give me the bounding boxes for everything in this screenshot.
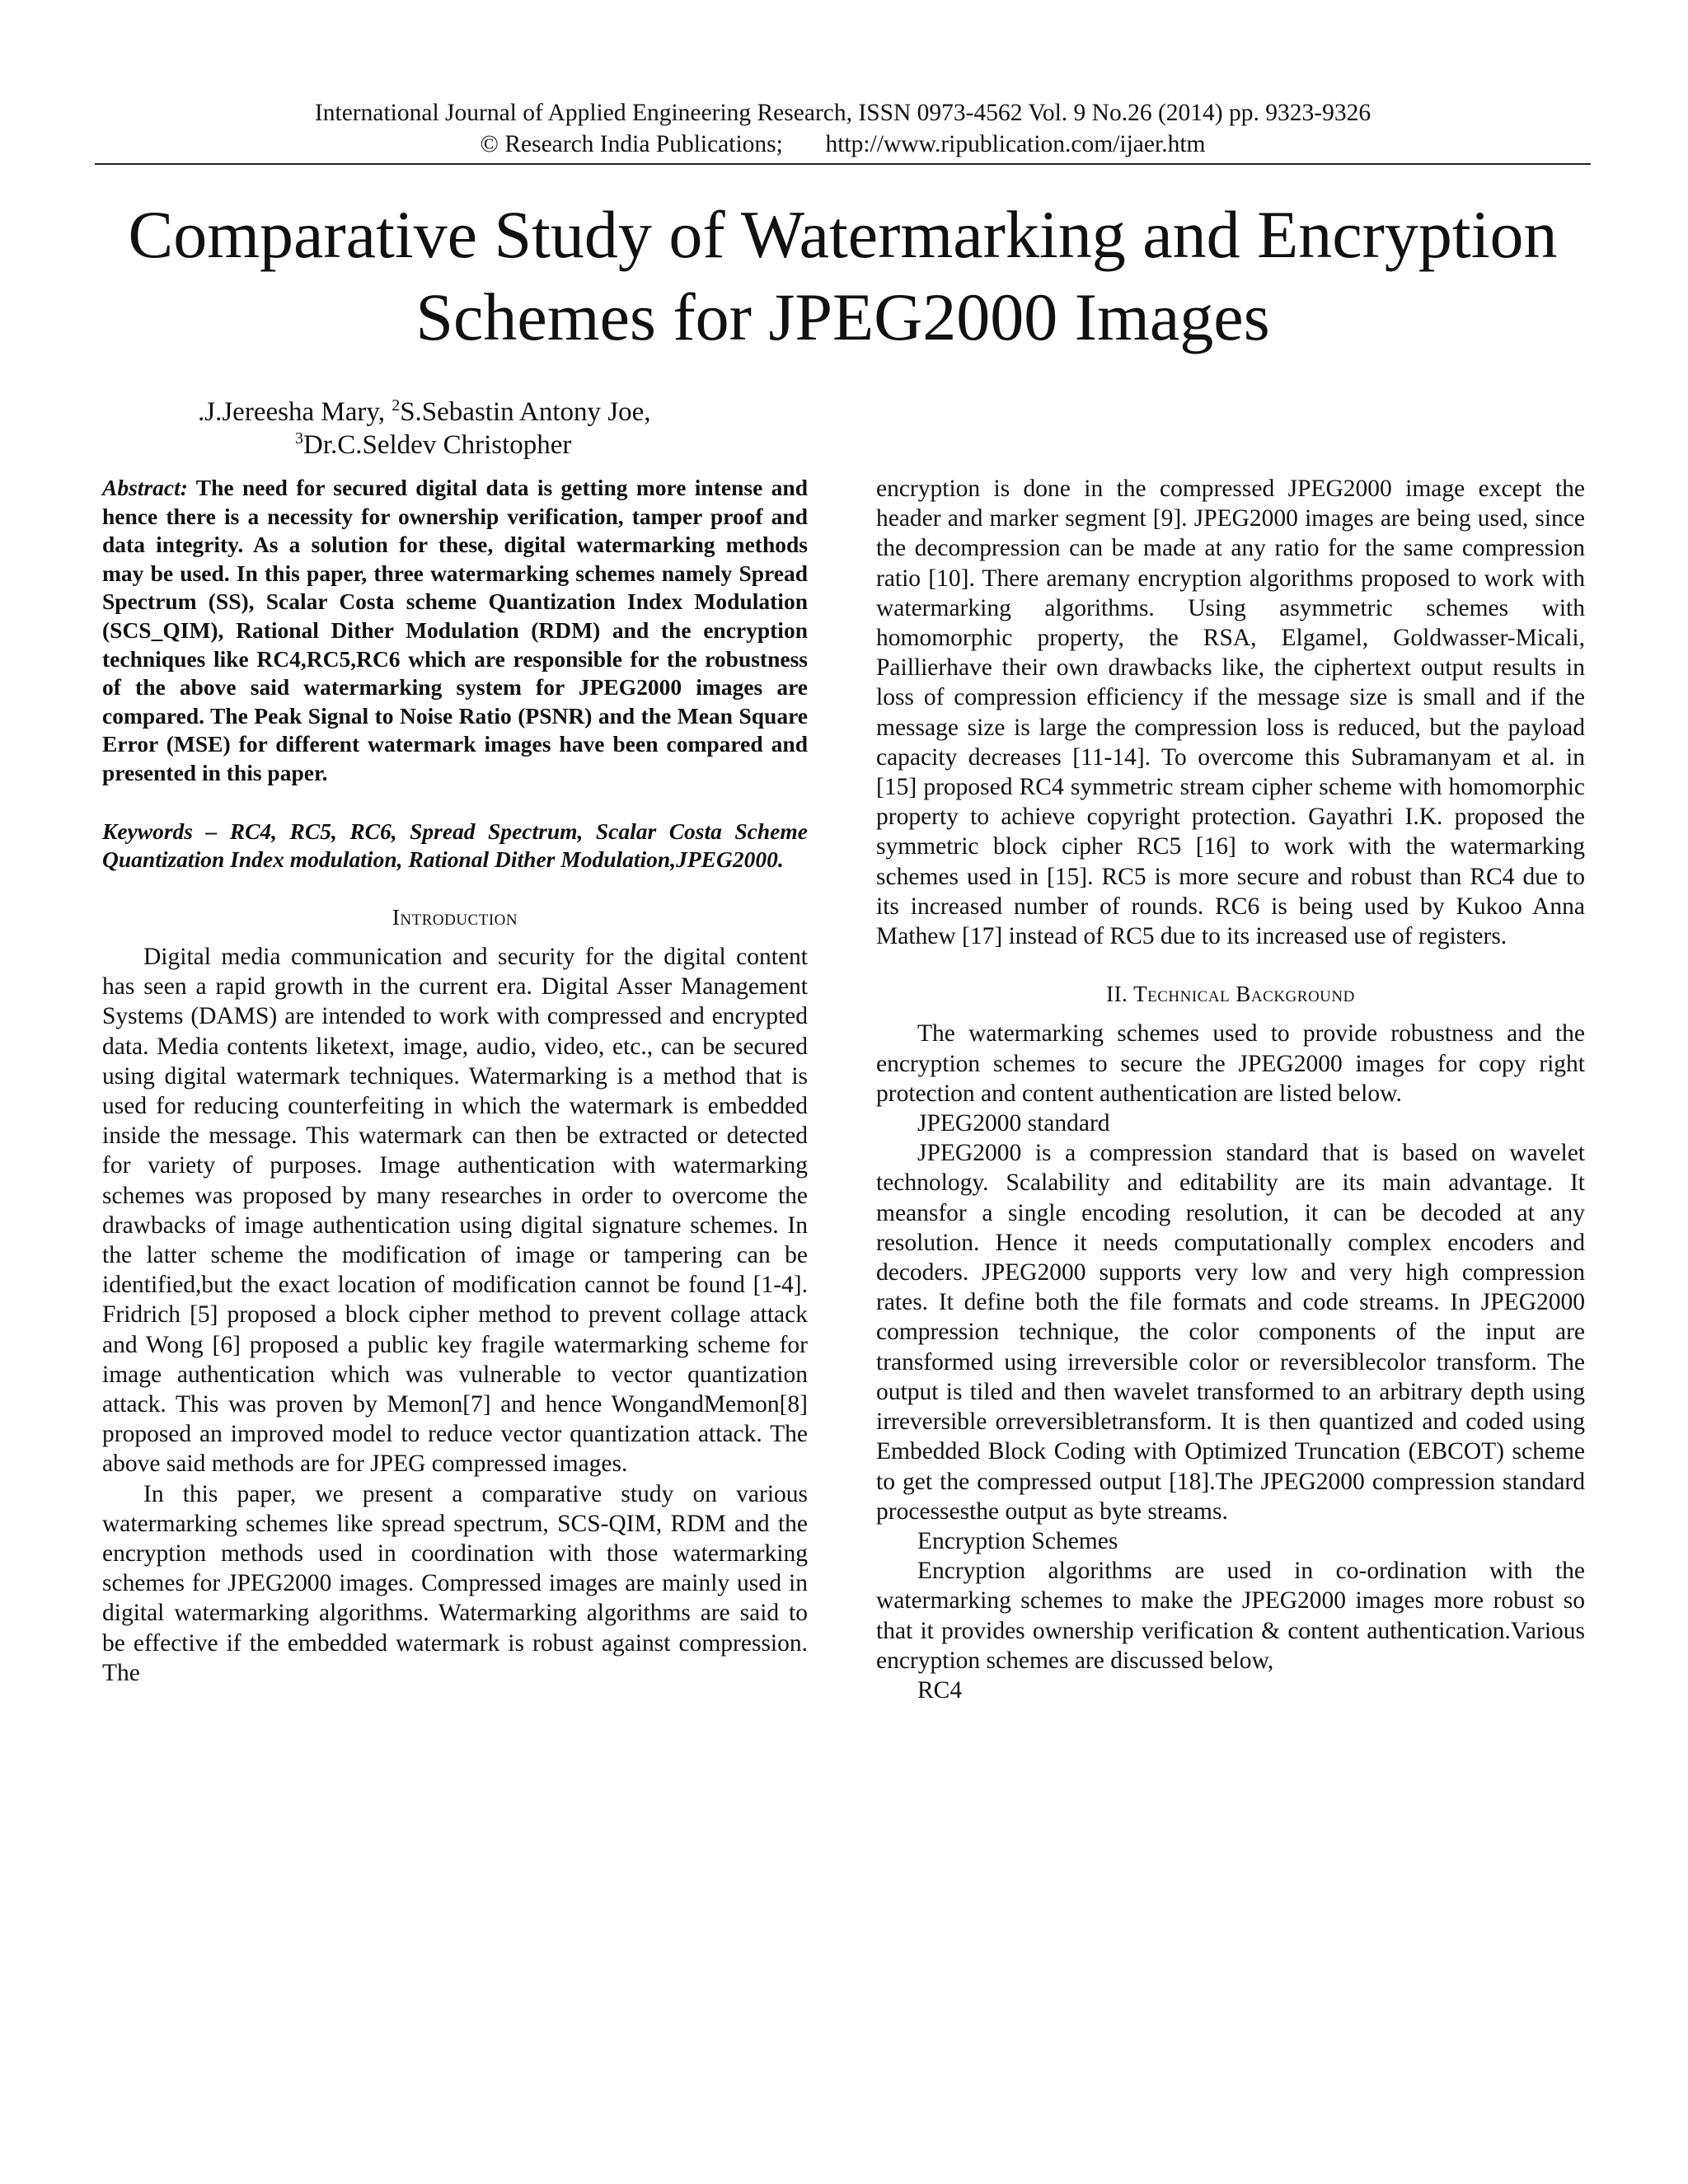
author-line-1 — [198, 396, 824, 429]
subheading-rc4: RC4 — [917, 1676, 963, 1704]
left-column — [102, 474, 808, 1688]
right-column — [876, 474, 1585, 1705]
author-2-affiliation-mark: 2 — [392, 396, 401, 415]
title-line-2: Schemes for JPEG2000 Images — [415, 279, 1270, 354]
author-list — [198, 396, 824, 462]
technical-paragraph-1: The watermarking schemes used to provide robustness and the encryption schemes to secure the JPEG2000 images for copy right protection and content authentication are listed below. — [876, 1020, 1585, 1107]
intro-paragraph-3: encryption is done in the compressed JPEG2000 image except the header and marker segment [9]. JPEG2000 images are being used, since the decompression can be made at any ratio for the same compression ratio [10]. There aremany encryption algorithms proposed to work with watermarking algorithms. Using asymmetric schemes with homomorphic property, the RSA, Elgamel, Goldwasser-Micali, Paillierhave their own drawbacks like, the ciphertext output results in loss of compression efficiency if the message size is small and if the message size is large the compression loss is reduced, but the payload capacity decreases [11-14]. To overcome this Subramanyam et al. in [15] proposed RC4 symmetric stream cipher scheme with homomorphic property to achieve copyright protection. Gayathri I.K. proposed the symmetric block cipher RC5 [16] to work with the watermarking schemes used in [15]. RC5 is more secure and robust than RC4 due to its increased number of rounds. RC6 is being used by Kukoo Anna Mathew [17] instead of RC5 due to its increased use of registers. — [876, 476, 1585, 950]
author-3-affiliation-mark: 3 — [295, 429, 303, 448]
subheading-jpeg2000: JPEG2000 standard — [917, 1110, 1110, 1137]
abstract-text: The need for secured digital data is getting more intense and hence there is a necessity for ownership verification, tamper proof and data integrity. As a solution for these, digital watermarking methods may be used. In this paper, three watermarking schemes namely Spread Spectrum (SS), Scalar Costa scheme Quantization Index Modulation (SCS_QIM), Rational Dither Modulation (RDM) and the encryption techniques like RC4,RC5,RC6 which are responsible for the robustness of the above said watermarking system for JPEG2000 images are compared. The Peak Signal to Noise Ratio (PSNR) and the Mean Square Error (MSE) for different watermark images have been compared and presented in this paper. — [102, 475, 808, 785]
technical-paragraph-3: Encryption algorithms are used in co-ordination with the watermarking schemes to make the JPEG2000 images more robust so that it provides ownership verification & content authentication.Various encryption schemes are discussed below, — [876, 1558, 1585, 1674]
journal-header — [95, 97, 1591, 160]
technical-paragraph-2: JPEG2000 is a compression standard that is based on wavelet technology. Scalability and editability are its main advantage. It meansfor a single encoding resolution, it can be decoded at any resolution. Hence it needs computationally complex encoders and decoders. JPEG2000 supports very low and very high compression rates. It define both the file formats and code streams. In JPEG2000 compression technique, the color components of the input are transformed using irreversible color or reversiblecolor transform. The output is tiled and then wavelet transformed to an arbitrary depth using irreversible orreversibletransform. It is then quantized and coded using Embedded Block Coding with Optimized Truncation (EBCOT) scheme to get the compressed output [18].The JPEG2000 compression standard processesthe output as byte streams. — [876, 1140, 1585, 1525]
title-line-1: Comparative Study of Watermarking and Encryption — [128, 197, 1558, 272]
abstract-label: Abstract: — [102, 475, 188, 500]
keywords: Keywords – RC4, RC5, RC6, Spread Spectrum, Scalar Costa Scheme Quantization Index modulation, Rational Dither Modulation,JPEG2000. — [102, 818, 808, 873]
subheading-encryption: Encryption Schemes — [917, 1527, 1118, 1554]
intro-paragraph-2: In this paper, we present a comparative study on various watermarking schemes like spread spectrum, SCS-QIM, RDM and the encryption methods used in coordination with those watermarking schemes for JPEG2000 images. Compressed images are mainly used in digital watermarking algorithms. Watermarking algorithms are said to be effective if the embedded watermark is robust against compression. The — [102, 1480, 808, 1686]
intro-paragraph-1: Digital media communication and security for the digital content has seen a rapid growth in the current era. Digital Asser Management Systems (DAMS) are intended to work with compressed and encrypted data. Media contents liketext, image, audio, video, etc., can be secured using digital watermark techniques. Watermarking is a method that is used for reducing counterfeiting in which the watermark is embedded inside the message. This watermark can then be extracted or detected for variety of purposes. Image authentication with watermarking schemes was proposed by many researches in order to overcome the drawbacks of image authentication using digital signature schemes. In the latter scheme the modification of image or tampering can be identified,but the exact location of modification cannot be found [1-4]. Fridrich [5] proposed a block cipher method to prevent collage attack and Wong [6] proposed a public key fragile watermarking scheme for image authentication which was vulnerable to vector quantization attack. This was proven by Memon[7] and hence WongandMemon[8] proposed an improved model to reduce vector quantization attack. The above said methods are for JPEG compressed images. — [102, 943, 808, 1478]
technical-background-heading: II. Technical Background — [1106, 982, 1355, 1007]
author-1: .J.Jereesha Mary, — [198, 397, 392, 427]
abstract — [102, 474, 808, 788]
journal-citation: International Journal of Applied Engineering Research, ISSN 0973-4562 Vol. 9 No.26 (2014) pp. 9323-9326 — [314, 100, 1372, 126]
header-divider — [95, 163, 1591, 165]
author-line-2 — [198, 429, 824, 462]
author-2: S.Sebastin Antony Joe, — [400, 397, 651, 427]
publisher-line: © Research India Publications; http://www.ripublication.com/ijaer.htm — [480, 131, 1206, 157]
introduction-heading: Introduction — [392, 904, 518, 930]
paper-title — [95, 194, 1591, 359]
author-3: Dr.C.Seldev Christopher — [303, 430, 572, 460]
